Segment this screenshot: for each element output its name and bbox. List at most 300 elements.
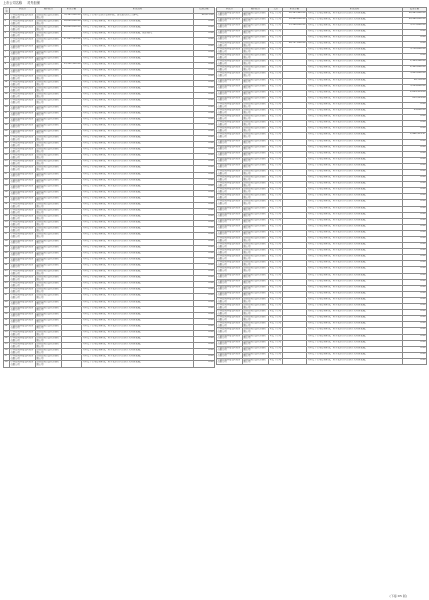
- table-cell: 为全资子公司提供担保，用于支持其日常经营及业务发展。: [307, 297, 403, 303]
- table-cell: 为全资子公司提供担保，用于支持其日常经营及业务发展。: [82, 111, 194, 117]
- table-cell: 0.00: [194, 166, 215, 172]
- table-cell: 全资子公司: [269, 17, 283, 23]
- table-cell: 中国长城科技集团股份有限公司: [10, 306, 36, 312]
- table-cell: 全资子公司: [269, 90, 283, 96]
- table-cell: 为全资子公司提供担保，用于支持其日常经营及业务发展。: [82, 288, 194, 294]
- table-cell: 湖南长城计算机系统有限公司: [36, 111, 62, 117]
- table-cell: 0.00: [403, 243, 427, 249]
- table-cell: 中国长城科技集团股份有限公司: [217, 304, 243, 310]
- table-cell: 3,750,000.00: [403, 48, 427, 54]
- table-cell: 湖南长城计算机系统有限公司: [36, 87, 62, 93]
- table-cell: 全资子公司: [269, 102, 283, 108]
- table-cell: 0.00: [194, 227, 215, 233]
- table-cell: 0.00: [194, 117, 215, 123]
- table-cell: 为全资子公司提供担保，用于支持其日常经营及业务发展。: [82, 306, 194, 312]
- table-cell: 0.00: [194, 154, 215, 160]
- table-cell: 为全资子公司提供担保，用于支持其日常经营及业务发展。: [307, 237, 403, 243]
- table-cell: 33,366,000.00: [283, 23, 307, 29]
- table-cell: 全资子公司: [269, 29, 283, 35]
- table-cell: 0.00: [403, 291, 427, 297]
- table-cell: 0.00: [194, 81, 215, 87]
- table-cell: 0.00: [194, 105, 215, 111]
- table-cell: 全资子公司: [269, 273, 283, 279]
- column-header: 被担保方: [36, 8, 62, 14]
- table-cell: 为全资子公司提供担保，用于支持其日常经营及业务发展。: [307, 72, 403, 78]
- table-cell: 为全资子公司提供担保，用于支持其日常经营及业务发展。: [82, 135, 194, 141]
- table-cell: 0.00: [194, 38, 215, 44]
- table-cell: 为全资子公司提供担保，用于支持其日常经营及业务发展。: [82, 300, 194, 306]
- table-cell: 湖南长城计算机系统有限公司: [36, 20, 62, 26]
- table-cell: 湖南长城计算机系统有限公司: [243, 273, 269, 279]
- table-cell: 全资子公司: [269, 243, 283, 249]
- table-cell: 湖南长城计算机系统有限公司: [36, 190, 62, 196]
- table-cell: 湖南长城计算机系统有限公司: [243, 279, 269, 285]
- table-cell: 58: [4, 361, 10, 367]
- table-cell: 0.00: [403, 261, 427, 267]
- table-cell: 0.00: [403, 115, 427, 121]
- table-cell: 为全资子公司提供担保，用于支持其日常经营及业务发展。: [82, 50, 194, 56]
- table-cell: 0.00: [194, 44, 215, 50]
- table-cell: 湖南长城计算机系统有限公司: [243, 163, 269, 169]
- table-cell: 湖南长城计算机系统有限公司: [243, 340, 269, 346]
- table-cell: 湖南长城计算机系统有限公司: [243, 102, 269, 108]
- table-cell: 0.00: [194, 142, 215, 148]
- table-cell: 为全资子公司提供担保，用于支持其日常经营及业务发展。: [307, 352, 403, 358]
- table-cell: 0.00: [194, 349, 215, 355]
- table-cell: 0.00: [403, 334, 427, 340]
- table-cell: 为全资子公司提供担保，用于支持其日常经营及业务发展。: [307, 121, 403, 127]
- table-cell: 为全资子公司提供担保，用于支持其日常经营及业务发展。: [307, 109, 403, 115]
- table-cell: 为全资子公司日常经营提供担保，涉及银行授信等事项。: [82, 14, 194, 20]
- table-cell: 0.00: [403, 279, 427, 285]
- table-cell: 0.00: [403, 273, 427, 279]
- table-cell: 中国长城科技集团股份有限公司: [10, 349, 36, 355]
- table-cell: 中国长城科技集团股份有限公司: [217, 212, 243, 218]
- column-header: 序号: [5, 7, 8, 13]
- table-cell: 0.00: [403, 218, 427, 224]
- table-cell: 湖南长城计算机系统有限公司: [36, 75, 62, 81]
- table-cell: 0.00: [194, 251, 215, 257]
- table-cell: 0.00: [194, 68, 215, 74]
- table-cell: 全资子公司: [269, 121, 283, 127]
- table-cell: 湖南长城计算机系统有限公司: [36, 93, 62, 99]
- table-cell: 为全资子公司提供担保，用于支持其日常经营及业务发展，保证期间。: [82, 32, 194, 38]
- table-cell: 为全资子公司提供担保，用于支持其日常经营及业务发展。: [82, 263, 194, 269]
- column-header: 担保金额: [283, 8, 307, 12]
- table-cell: 53,322,102.00: [62, 62, 82, 68]
- table-cell: 湖南长城计算机系统有限公司: [36, 318, 62, 324]
- table-cell: 0.00: [194, 184, 215, 190]
- table-cell: 湖南长城计算机系统有限公司: [243, 176, 269, 182]
- column-header: 担保方: [10, 8, 36, 14]
- table-cell: 为全资子公司提供担保，用于支持其日常经营及业务发展。: [82, 178, 194, 184]
- table-cell: 19: [4, 123, 10, 129]
- table-cell: 中国长城科技集团股份有限公司: [10, 160, 36, 166]
- table-cell: 湖南长城计算机系统有限公司: [36, 166, 62, 172]
- table-cell: 湖南长城计算机系统有限公司: [36, 227, 62, 233]
- table-cell: 13: [4, 87, 10, 93]
- table-cell: 中国长城科技集团股份有限公司: [217, 66, 243, 72]
- table-cell: 湖南长城计算机系统有限公司: [243, 328, 269, 334]
- table-cell: 17: [4, 111, 10, 117]
- table-cell: 湖南长城计算机系统有限公司: [243, 200, 269, 206]
- table-cell: 中国长城科技集团股份有限公司: [10, 239, 36, 245]
- table-cell: 全资子公司: [269, 145, 283, 151]
- table-cell: 42,273.00: [194, 14, 215, 20]
- table-cell: 0.00: [403, 267, 427, 273]
- table-cell: 全资子公司: [269, 255, 283, 261]
- table-cell: 湖南长城计算机系统有限公司: [36, 184, 62, 190]
- table-cell: 0.00: [403, 346, 427, 352]
- table-cell: 全资子公司: [269, 346, 283, 352]
- table-cell: 中国长城科技集团股份有限公司: [217, 182, 243, 188]
- table-cell: 湖南长城计算机系统有限公司: [36, 196, 62, 202]
- table-cell: 为全资子公司提供担保，用于支持其日常经营及业务发展。: [82, 257, 194, 263]
- table-cell: 湖南长城计算机系统有限公司: [243, 322, 269, 328]
- table-cell: 湖南长城计算机系统有限公司: [36, 44, 62, 50]
- table-cell: 中国长城科技集团股份有限公司: [217, 285, 243, 291]
- table-cell: 湖南长城计算机系统有限公司: [243, 127, 269, 133]
- table-cell: 湖南长城计算机系统有限公司: [36, 178, 62, 184]
- table-cell: 中国长城科技集团股份有限公司: [10, 20, 36, 26]
- table-cell: 54: [4, 337, 10, 343]
- table-cell: 湖南长城计算机系统有限公司: [243, 255, 269, 261]
- table-cell: 湖南长城计算机系统有限公司: [36, 312, 62, 318]
- table-cell: 为全资子公司提供担保，用于支持其日常经营及业务发展。: [82, 148, 194, 154]
- table-cell: 中国长城科技集团股份有限公司: [217, 133, 243, 139]
- table-cell: 中国长城科技集团股份有限公司: [217, 48, 243, 54]
- table-cell: 湖南长城计算机系统有限公司: [36, 270, 62, 276]
- table-cell: 为全资子公司提供担保，用于支持其日常经营及业务发展。: [82, 142, 194, 148]
- table-cell: 为全资子公司提供担保，用于支持其日常经营及业务发展。: [82, 56, 194, 62]
- table-cell: 0.00: [403, 145, 427, 151]
- table-cell: 中国长城科技集团股份有限公司: [10, 123, 36, 129]
- table-cell: 中国长城科技集团股份有限公司: [217, 310, 243, 316]
- table-cell: 11: [4, 75, 10, 81]
- table-cell: 14: [4, 93, 10, 99]
- table-cell: 全资子公司: [269, 310, 283, 316]
- table-cell: 0.00: [403, 127, 427, 133]
- table-cell: 中国长城科技集团股份有限公司: [217, 17, 243, 23]
- table-cell: 中国长城科技集团股份有限公司: [10, 129, 36, 135]
- table-cell: 湖南长城计算机系统有限公司: [243, 267, 269, 273]
- table-cell: 中国长城科技集团股份有限公司: [10, 318, 36, 324]
- table-cell: 中国长城科技集团股份有限公司: [10, 178, 36, 184]
- table-cell: 中国长城科技集团股份有限公司: [10, 221, 36, 227]
- table-cell: 湖南长城计算机系统有限公司: [36, 306, 62, 312]
- table-cell: 全资子公司: [269, 182, 283, 188]
- table-cell: 中国长城科技集团股份有限公司: [10, 166, 36, 172]
- table-cell: 为全资子公司提供担保，用于支持其日常经营及业务发展。: [307, 230, 403, 236]
- table-cell: 湖南长城计算机系统有限公司: [36, 361, 62, 367]
- table-cell: 47: [4, 294, 10, 300]
- table-cell: 中国长城科技集团股份有限公司: [10, 135, 36, 141]
- table-cell: 16: [4, 105, 10, 111]
- table-cell: 湖南长城计算机系统有限公司: [36, 117, 62, 123]
- table-cell: 中国长城科技集团股份有限公司: [10, 184, 36, 190]
- table-cell: 0.00: [403, 29, 427, 35]
- table-cell: 中国长城科技集团股份有限公司: [10, 196, 36, 202]
- table-cell: 0.00: [403, 139, 427, 145]
- table-cell: 中国长城科技集团股份有限公司: [217, 109, 243, 115]
- table-cell: 湖南长城计算机系统有限公司: [243, 145, 269, 151]
- table-cell: 中国长城科技集团股份有限公司: [217, 176, 243, 182]
- table-cell: 为全资子公司提供担保，用于支持其日常经营及业务发展。: [82, 44, 194, 50]
- table-cell: 为全资子公司提供担保，用于支持其日常经营及业务发展。: [307, 11, 403, 17]
- table-cell: 湖南长城计算机系统有限公司: [36, 282, 62, 288]
- table-cell: 为全资子公司提供担保，用于支持其日常经营及业务发展。: [82, 239, 194, 245]
- table-cell: 湖南长城计算机系统有限公司: [36, 288, 62, 294]
- table-cell: 全资子公司: [269, 261, 283, 267]
- table-cell: 全资子公司: [269, 194, 283, 200]
- table-cell: 湖南长城计算机系统有限公司: [36, 343, 62, 349]
- table-row: [4, 361, 215, 367]
- table-cell: 全资子公司: [269, 11, 283, 17]
- table-cell: 湖南长城计算机系统有限公司: [36, 38, 62, 44]
- table-cell: 中国长城科技集团股份有限公司: [217, 78, 243, 84]
- table-cell: 中国长城科技集团股份有限公司: [217, 42, 243, 48]
- table-cell: 湖南长城计算机系统有限公司: [36, 294, 62, 300]
- table-cell: 0.00: [194, 355, 215, 361]
- table-cell: 全资子公司: [269, 96, 283, 102]
- table-cell: 0.00: [194, 93, 215, 99]
- table-cell: 46: [4, 288, 10, 294]
- table-cell: 0.00: [194, 318, 215, 324]
- table-cell: 湖南长城计算机系统有限公司: [36, 50, 62, 56]
- table-cell: 为全资子公司提供担保，用于支持其日常经营及业务发展。: [307, 188, 403, 194]
- table-cell: 41: [4, 257, 10, 263]
- table-cell: 全资子公司: [269, 35, 283, 41]
- table-cell: 中国长城科技集团股份有限公司: [10, 44, 36, 50]
- table-cell: 湖南长城计算机系统有限公司: [36, 337, 62, 343]
- column-header: 担保金额: [62, 8, 82, 14]
- table-cell: 0.00: [403, 200, 427, 206]
- table-cell: 湖南长城计算机系统有限公司: [243, 78, 269, 84]
- table-cell: 中国长城科技集团股份有限公司: [10, 154, 36, 160]
- table-cell: 为全资子公司提供担保，用于支持其日常经营及业务发展。: [82, 349, 194, 355]
- table-cell: 0.00: [403, 42, 427, 48]
- table-cell: 中国长城科技集团股份有限公司: [10, 56, 36, 62]
- table-cell: 湖南长城计算机系统有限公司: [36, 239, 62, 245]
- table-cell: 为全资子公司提供担保，用于支持其日常经营及业务发展。: [307, 17, 403, 23]
- table-cell: 0.00: [403, 358, 427, 364]
- table-cell: 湖南长城计算机系统有限公司: [36, 105, 62, 111]
- table-cell: 中国长城科技集团股份有限公司: [10, 32, 36, 38]
- table-cell: 2,244,159.00: [403, 90, 427, 96]
- table-cell: 为全资子公司提供担保，用于支持其日常经营及业务发展。: [307, 133, 403, 139]
- table-cell: 32: [4, 203, 10, 209]
- table-cell: 中国长城科技集团股份有限公司: [10, 276, 36, 282]
- table-cell: 为全资子公司提供担保，用于支持其日常经营及业务发展。: [307, 346, 403, 352]
- table-cell: 51: [4, 318, 10, 324]
- table-cell: 为全资子公司提供担保，用于支持其日常经营及业务发展。: [82, 38, 194, 44]
- table-cell: 16,758.00: [403, 78, 427, 84]
- table-cell: 为全资子公司提供担保，用于支持其日常经营及业务发展。: [307, 42, 403, 48]
- table-cell: 中国长城科技集团股份有限公司: [10, 330, 36, 336]
- table-cell: 0.00: [194, 75, 215, 81]
- table-cell: 为全资子公司提供担保，用于支持其日常经营及业务发展。: [82, 129, 194, 135]
- table-cell: 湖南长城计算机系统有限公司: [243, 109, 269, 115]
- table-cell: 湖南长城计算机系统有限公司: [243, 54, 269, 60]
- table-cell: 湖南长城计算机系统有限公司: [243, 66, 269, 72]
- table-cell: 为全资子公司提供担保，用于支持其日常经营及业务发展。: [82, 221, 194, 227]
- table-cell: 35: [4, 221, 10, 227]
- table-cell: 为全资子公司提供担保，用于支持其日常经营及业务发展。: [82, 172, 194, 178]
- table-cell: 27: [4, 172, 10, 178]
- table-cell: 23: [4, 148, 10, 154]
- table-cell: 为全资子公司提供担保，用于支持其日常经营及业务发展。: [82, 282, 194, 288]
- table-cell: 中国长城科技集团股份有限公司: [217, 279, 243, 285]
- table-cell: 18: [4, 117, 10, 123]
- table-cell: 全资子公司: [269, 72, 283, 78]
- table-cell: 为全资子公司提供担保，用于支持其日常经营及业务发展。: [82, 343, 194, 349]
- table-cell: 40: [4, 251, 10, 257]
- guarantee-table-right: [216, 7, 427, 365]
- table-cell: 中国长城科技集团股份有限公司: [217, 340, 243, 346]
- table-cell: 湖南长城计算机系统有限公司: [36, 99, 62, 105]
- table-cell: 中国长城科技集团股份有限公司: [217, 346, 243, 352]
- table-cell: 为全资子公司提供担保，用于支持其日常经营及业务发展。: [307, 340, 403, 346]
- table-cell: 3,411,000.00: [403, 72, 427, 78]
- table-cell: 湖南长城计算机系统有限公司: [243, 48, 269, 54]
- column-header: 债务余额: [403, 8, 427, 12]
- table-cell: 3,373,000.00: [403, 23, 427, 29]
- table-cell: 湖南长城计算机系统有限公司: [36, 251, 62, 257]
- table-cell: 0.00: [194, 239, 215, 245]
- table-cell: 湖南长城计算机系统有限公司: [243, 23, 269, 29]
- table-cell: 为全资子公司提供担保，用于支持其日常经营及业务发展。: [307, 23, 403, 29]
- table-cell: 1,462,151.17: [403, 133, 427, 139]
- table-cell: 为全资子公司提供担保，用于支持其日常经营及业务发展。: [307, 206, 403, 212]
- table-cell: 中国长城科技集团股份有限公司: [10, 87, 36, 93]
- table-cell: 为全资子公司提供担保，用于支持其日常经营及业务发展。: [307, 96, 403, 102]
- table-cell: 0.00: [194, 300, 215, 306]
- table-cell: 中国长城科技集团股份有限公司: [217, 139, 243, 145]
- table-cell: 0.00: [403, 151, 427, 157]
- table-cell: 0.00: [403, 35, 427, 41]
- table-cell: 中国长城科技集团股份有限公司: [10, 68, 36, 74]
- table-cell: 为全资子公司提供担保，用于支持其日常经营及业务发展。: [82, 312, 194, 318]
- table-cell: 中国长城科技集团股份有限公司: [217, 200, 243, 206]
- table-cell: 为全资子公司提供担保，用于支持其日常经营及业务发展。: [82, 355, 194, 361]
- table-cell: 为全资子公司提供担保，用于支持其日常经营及业务发展。: [82, 26, 194, 32]
- table-cell: 为全资子公司提供担保，用于支持其日常经营及业务发展。: [82, 215, 194, 221]
- table-cell: 为全资子公司提供担保，用于支持其日常经营及业务发展。: [307, 157, 403, 163]
- table-cell: 0.00: [194, 276, 215, 282]
- table-cell: 中国长城科技集团股份有限公司: [217, 35, 243, 41]
- table-cell: 全资子公司: [269, 316, 283, 322]
- table-cell: 全资子公司: [269, 139, 283, 145]
- table-cell: 为全资子公司提供担保，用于支持其日常经营及业务发展。: [307, 176, 403, 182]
- table-cell: 湖南长城计算机系统有限公司: [243, 352, 269, 358]
- table-cell: 为全资子公司提供担保，用于支持其日常经营及业务发展。: [307, 310, 403, 316]
- table-cell: 0.00: [403, 182, 427, 188]
- table-cell: 为全资子公司提供担保，用于支持其日常经营及业务发展。: [307, 115, 403, 121]
- table-cell: 湖南长城计算机系统有限公司: [36, 32, 62, 38]
- table-cell: 0.00: [194, 178, 215, 184]
- table-cell: 全资子公司: [269, 352, 283, 358]
- table-cell: 全资子公司: [269, 285, 283, 291]
- table-cell: 湖南长城计算机系统有限公司: [36, 221, 62, 227]
- table-cell: 0.00: [194, 111, 215, 117]
- table-cell: 为全资子公司提供担保，用于支持其日常经营及业务发展。: [307, 127, 403, 133]
- table-cell: 53: [4, 330, 10, 336]
- table-cell: 为全资子公司提供担保，用于支持其日常经营及业务发展。: [307, 102, 403, 108]
- table-cell: 0.00: [194, 245, 215, 251]
- table-cell: 10: [4, 68, 10, 74]
- table-cell: 36,000,000.00: [62, 20, 82, 26]
- table-cell: 湖南长城计算机系统有限公司: [243, 188, 269, 194]
- table-cell: 0.00: [403, 224, 427, 230]
- table-cell: 为全资子公司提供担保，用于支持其日常经营及业务发展。: [82, 270, 194, 276]
- table-cell: 0.00: [194, 282, 215, 288]
- table-cell: 湖南长城计算机系统有限公司: [243, 72, 269, 78]
- table-cell: 为全资子公司提供担保，用于支持其日常经营及业务发展。: [307, 66, 403, 72]
- table-cell: 湖南长城计算机系统有限公司: [243, 115, 269, 121]
- table-cell: 0.00: [194, 160, 215, 166]
- table-cell: 45: [4, 282, 10, 288]
- table-cell: 为全资子公司提供担保，用于支持其日常经营及业务发展。: [307, 194, 403, 200]
- table-cell: 全资子公司: [269, 291, 283, 297]
- table-cell: 中国长城科技集团股份有限公司: [217, 291, 243, 297]
- table-cell: 为全资子公司提供担保，用于支持其日常经营及业务发展。: [82, 361, 194, 367]
- table-cell: 为全资子公司提供担保，用于支持其日常经营及业务发展。: [307, 163, 403, 169]
- table-cell: 0.00: [403, 157, 427, 163]
- table-cell: 0.00: [194, 123, 215, 129]
- table-cell: 为全资子公司提供担保，用于支持其日常经营及业务发展。: [307, 90, 403, 96]
- table-cell: 为全资子公司提供担保，用于支持其日常经营及业务发展。: [307, 35, 403, 41]
- table-cell: 22: [4, 142, 10, 148]
- table-cell: 湖南长城计算机系统有限公司: [36, 81, 62, 87]
- table-cell: 为全资子公司提供担保，用于支持其日常经营及业务发展。: [307, 169, 403, 175]
- table-cell: 湖南长城计算机系统有限公司: [36, 203, 62, 209]
- table-cell: 全资子公司: [269, 328, 283, 334]
- table-cell: 中国长城科技集团股份有限公司: [10, 355, 36, 361]
- table-cell: 0.00: [403, 188, 427, 194]
- table-cell: 为全资子公司提供担保，用于支持其日常经营及业务发展。: [307, 218, 403, 224]
- table-cell: 湖南长城计算机系统有限公司: [36, 355, 62, 361]
- table-cell: 湖南长城计算机系统有限公司: [243, 310, 269, 316]
- table-cell: 为全资子公司提供担保，用于支持其日常经营及业务发展。: [82, 337, 194, 343]
- table-cell: 为全资子公司提供担保，用于支持其日常经营及业务发展。: [82, 99, 194, 105]
- table-cell: 湖南长城计算机系统有限公司: [243, 237, 269, 243]
- table-cell: 0.00: [194, 343, 215, 349]
- table-cell: 44: [4, 276, 10, 282]
- table-cell: 1,144,360.00: [403, 60, 427, 66]
- table-cell: 7: [4, 50, 10, 56]
- table-cell: 为全资子公司提供担保，用于支持其日常经营及业务发展。: [307, 212, 403, 218]
- table-cell: 湖南长城计算机系统有限公司: [36, 233, 62, 239]
- table-cell: 湖南长城计算机系统有限公司: [243, 90, 269, 96]
- table-cell: 0.00: [194, 129, 215, 135]
- table-cell: 0.00: [194, 337, 215, 343]
- table-cell: 43: [4, 270, 10, 276]
- table-cell: 湖南长城计算机系统有限公司: [243, 285, 269, 291]
- table-cell: 中国长城科技集团股份有限公司: [10, 227, 36, 233]
- table-cell: 为全资子公司提供担保，用于支持其日常经营及业务发展。: [307, 261, 403, 267]
- table-cell: 为全资子公司提供担保，用于支持其日常经营及业务发展。: [82, 117, 194, 123]
- table-cell: 全资子公司: [269, 133, 283, 139]
- column-header: 担保方: [217, 8, 243, 12]
- table-cell: 湖南长城计算机系统有限公司: [243, 182, 269, 188]
- table-cell: 中国长城科技集团股份有限公司: [10, 324, 36, 330]
- table-cell: 湖南长城计算机系统有限公司: [36, 209, 62, 215]
- table-cell: 湖南长城计算机系统有限公司: [36, 245, 62, 251]
- table-cell: 为全资子公司提供担保，用于支持其日常经营及业务发展。: [82, 68, 194, 74]
- table-cell: [62, 361, 82, 367]
- table-cell: 为全资子公司提供担保，用于支持其日常经营及业务发展。: [307, 200, 403, 206]
- table-cell: 湖南长城计算机系统有限公司: [243, 29, 269, 35]
